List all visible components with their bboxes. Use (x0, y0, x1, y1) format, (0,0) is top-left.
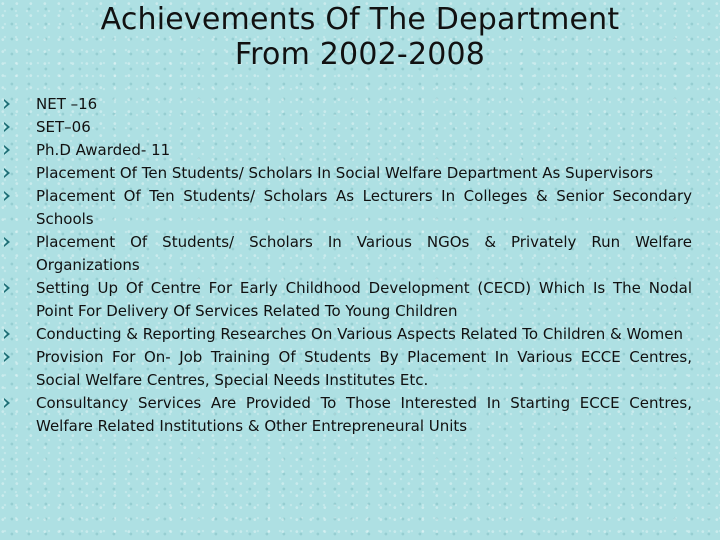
triangle-arrow-icon (4, 237, 10, 247)
list-item (0, 185, 720, 231)
list-item-text: NET –16 (36, 95, 98, 113)
triangle-arrow-icon (4, 122, 10, 132)
list-item-text: Conducting & Reporting Researches On Various Aspects Related To Children & Women (36, 325, 683, 343)
list-item (0, 139, 720, 162)
achievements-list (0, 93, 720, 438)
list-item (0, 323, 720, 346)
list-item-text: Setting Up Of Centre For Early Childhood Development (CECD) Which Is The Nodal Point For Delivery Of Services Related To Young Children (36, 279, 692, 320)
list-item-text: Placement Of Ten Students/ Scholars As Lecturers In Colleges & Senior Secondary Schools (36, 187, 692, 228)
title-line-1: Achievements Of The Department (100, 2, 620, 37)
list-item (0, 346, 720, 392)
list-item-text: Provision For On- Job Training Of Students By Placement In Various ECCE Centres, Social Welfare Centres, Special Needs Institutes Etc. (36, 348, 692, 389)
title-line-2: From 2002-2008 (234, 37, 486, 72)
triangle-arrow-icon (4, 398, 10, 408)
triangle-arrow-icon (4, 329, 10, 339)
list-item (0, 116, 720, 139)
triangle-arrow-icon (4, 145, 10, 155)
list-item (0, 162, 720, 185)
triangle-arrow-icon (4, 168, 10, 178)
triangle-arrow-icon (4, 191, 10, 201)
list-item-text: Placement Of Ten Students/ Scholars In Social Welfare Department As Supervisors (36, 164, 654, 182)
list-item-text: Ph.D Awarded- 11 (36, 141, 171, 159)
list-item (0, 231, 720, 277)
list-item (0, 392, 720, 438)
slide-title (0, 2, 720, 72)
triangle-arrow-icon (4, 99, 10, 109)
list-item-text: Consultancy Services Are Provided To Those Interested In Starting ECCE Centres, Welfare Related Institutions & Other Entrepreneural Units (36, 394, 692, 435)
list-item (0, 93, 720, 116)
list-item (0, 277, 720, 323)
list-item-text: Placement Of Students/ Scholars In Various NGOs & Privately Run Welfare Organizations (36, 233, 692, 274)
list-item-text: SET–06 (36, 118, 91, 136)
triangle-arrow-icon (4, 352, 10, 362)
triangle-arrow-icon (4, 283, 10, 293)
